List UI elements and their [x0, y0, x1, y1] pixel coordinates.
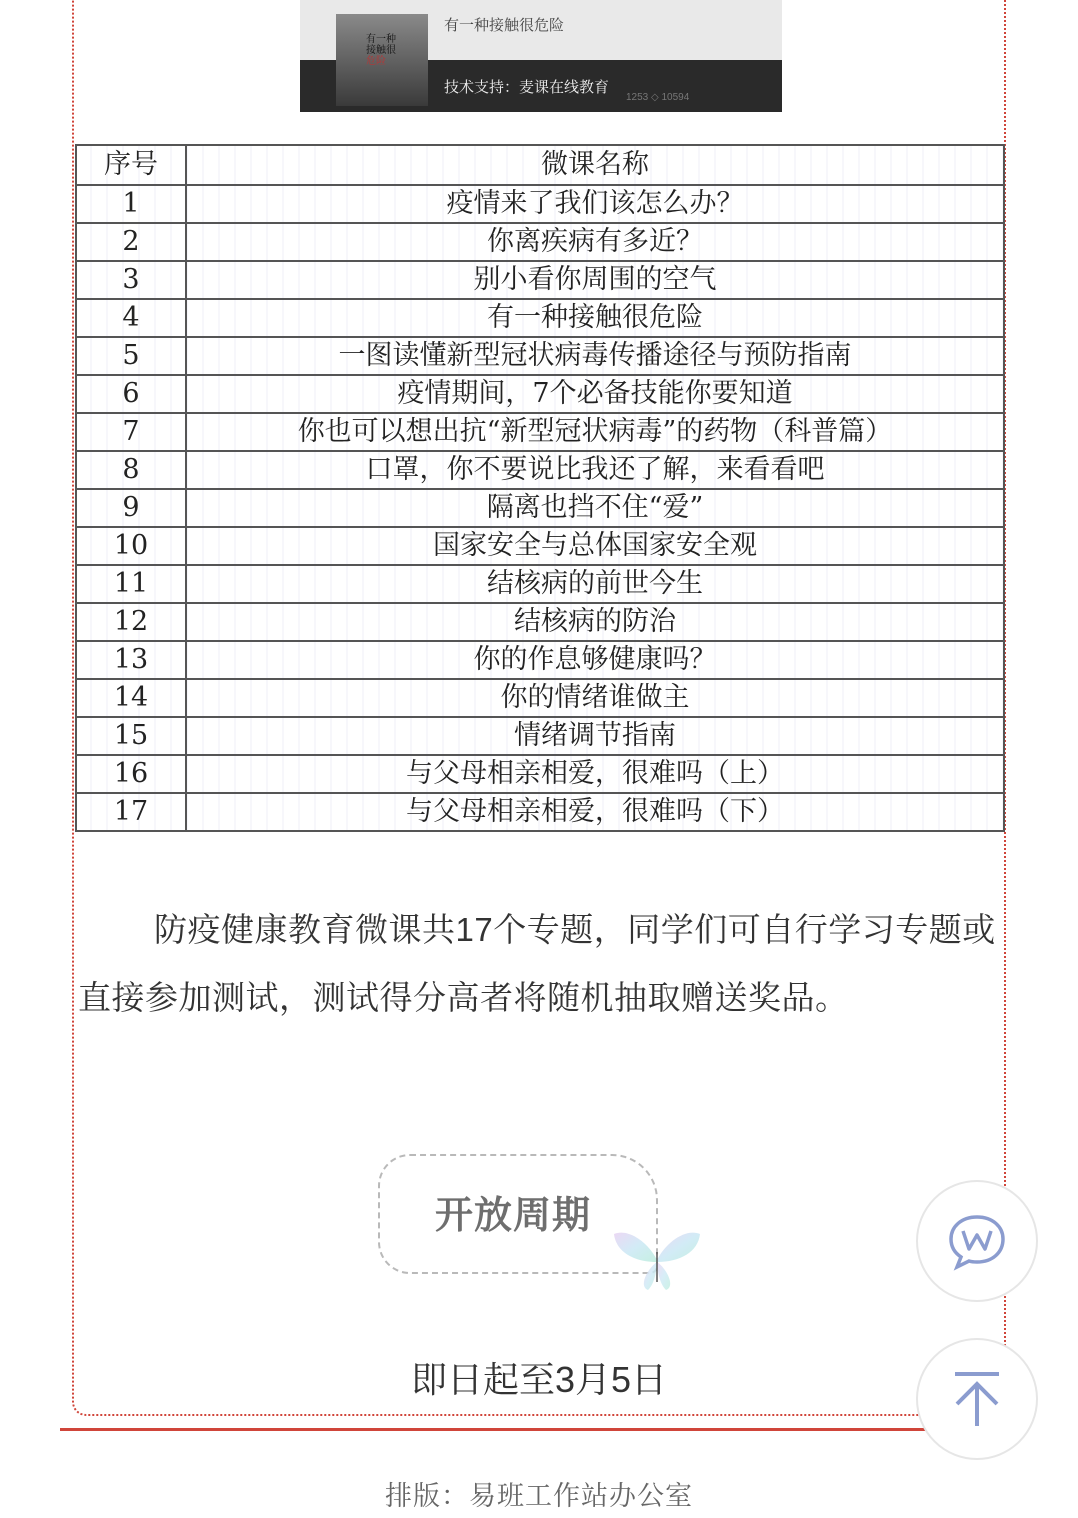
video-support-text: 技术支持：麦课在线教育 — [444, 79, 610, 96]
table-row — [76, 299, 1004, 337]
row-course-name: 有一种接触很危险 — [186, 299, 1004, 337]
row-index: 17 — [76, 793, 186, 831]
table-row — [76, 375, 1004, 413]
row-course-name: 与父母相亲相爱，很难吗（下） — [186, 793, 1004, 831]
table-row — [76, 641, 1004, 679]
row-index: 4 — [76, 299, 186, 337]
table-row — [76, 755, 1004, 793]
row-index: 10 — [76, 527, 186, 565]
divider — [60, 1428, 932, 1431]
table-row — [76, 223, 1004, 261]
period-date: 即日起至3月5日 — [410, 1359, 668, 1400]
row-course-name: 你离疾病有多近？ — [186, 223, 1004, 261]
row-index: 5 — [76, 337, 186, 375]
poster-text-2: 接触很 — [366, 45, 396, 56]
row-index: 12 — [76, 603, 186, 641]
row-course-name: 你也可以想出抗“新型冠状病毒”的药物（科普篇） — [186, 413, 1004, 451]
row-index: 1 — [76, 185, 186, 223]
table-row — [76, 565, 1004, 603]
row-index: 2 — [76, 223, 186, 261]
row-index: 3 — [76, 261, 186, 299]
row-course-name: 与父母相亲相爱，很难吗（上） — [186, 755, 1004, 793]
period-label: 开放周期 — [434, 1194, 591, 1237]
row-index: 16 — [76, 755, 186, 793]
chat-w-icon — [945, 1211, 1009, 1271]
table-header-row — [76, 145, 1004, 185]
row-course-name: 情绪调节指南 — [186, 717, 1004, 755]
table-row — [76, 717, 1004, 755]
row-index: 7 — [76, 413, 186, 451]
row-index: 13 — [76, 641, 186, 679]
course-table — [75, 144, 1005, 832]
row-index: 11 — [76, 565, 186, 603]
row-course-name: 疫情期间，7个必备技能你要知道 — [186, 375, 1004, 413]
row-index: 15 — [76, 717, 186, 755]
video-title: 有一种接触很危险 — [444, 17, 565, 34]
row-course-name: 隔离也挡不住“爱” — [186, 489, 1004, 527]
table-row — [76, 603, 1004, 641]
table-row — [76, 527, 1004, 565]
table-row — [76, 451, 1004, 489]
video-stats: 1253 ◇ 10594 — [626, 92, 690, 103]
row-course-name: 你的作息够健康吗？ — [186, 641, 1004, 679]
video-poster — [336, 14, 428, 106]
table-row — [76, 185, 1004, 223]
row-course-name: 一图读懂新型冠状病毒传播途径与预防指南 — [186, 337, 1004, 375]
table-row — [76, 337, 1004, 375]
header-course-name: 微课名称 — [186, 145, 1004, 185]
table-row — [76, 489, 1004, 527]
row-course-name: 你的情绪谁做主 — [186, 679, 1004, 717]
row-index: 9 — [76, 489, 186, 527]
intro-paragraph: 防疫健康教育微课共17个专题，同学们可自行学习专题或直接参加测试，测试得分高者将随机抽取赠送奖品。 — [78, 911, 996, 1016]
chat-button[interactable] — [916, 1180, 1038, 1302]
row-index: 8 — [76, 451, 186, 489]
butterfly-icon — [608, 1224, 706, 1294]
row-course-name: 别小看你周围的空气 — [186, 261, 1004, 299]
table-row — [76, 679, 1004, 717]
video-thumbnail[interactable] — [300, 0, 782, 112]
row-index: 14 — [76, 679, 186, 717]
layout-credit: 排版：易班工作站办公室 — [385, 1481, 693, 1511]
arrow-up-icon — [949, 1368, 1005, 1430]
poster-text-1: 有一种 — [366, 34, 396, 45]
row-course-name: 国家安全与总体国家安全观 — [186, 527, 1004, 565]
row-index: 6 — [76, 375, 186, 413]
poster-text-3: 危险 — [366, 56, 386, 67]
row-course-name: 疫情来了我们该怎么办？ — [186, 185, 1004, 223]
row-course-name: 结核病的防治 — [186, 603, 1004, 641]
table-row — [76, 261, 1004, 299]
row-course-name: 结核病的前世今生 — [186, 565, 1004, 603]
table-row — [76, 413, 1004, 451]
row-course-name: 口罩，你不要说比我还了解，来看看吧 — [186, 451, 1004, 489]
back-to-top-button[interactable] — [916, 1338, 1038, 1460]
table-row — [76, 793, 1004, 831]
header-index: 序号 — [76, 145, 186, 185]
